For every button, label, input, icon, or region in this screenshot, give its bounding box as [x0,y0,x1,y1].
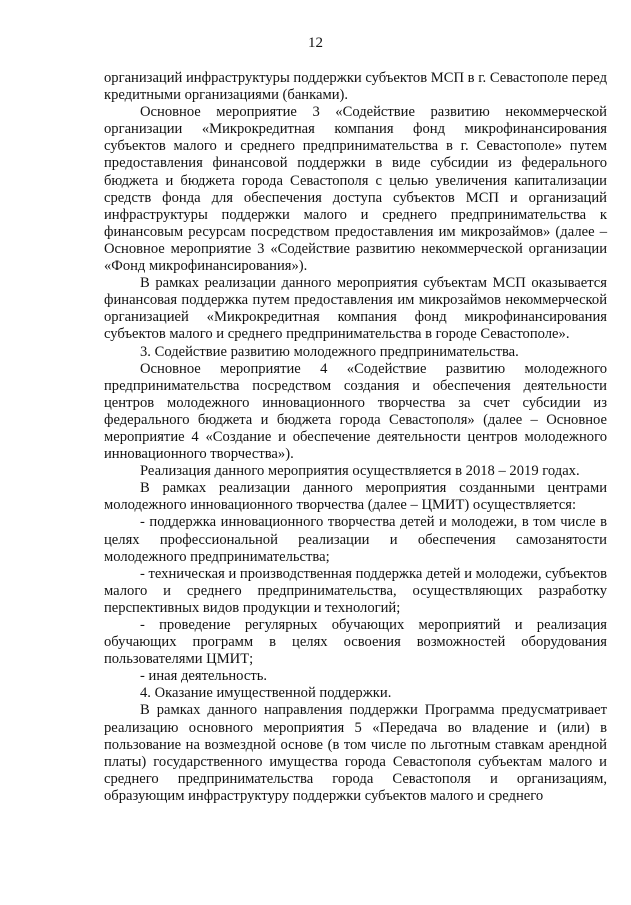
paragraph: организаций инфраструктуры поддержки субъектов МСП в г. Севастополе перед кредитными организациями (банками). [104,70,607,104]
paragraph: Основное мероприятие 4 «Содействие развитию молодежного предпринимательства посредством создания и обеспечения деятельности центров молодежного инновационного творчества за счет субсидии из федерального бюджета и бюджета города Севастополя» (далее – Основное мероприятие 4 «Создание и обеспечение деятельности центров молодежного инновационного творчества»). [104,360,607,463]
paragraph: В рамках реализации данного мероприятия субъектам МСП оказывается финансовая поддержка путем предоставления им микрозаймов некоммерческой организацией «Микрокредитная компания фонд микрофинансирования субъектов малого и среднего предпринимательства в городе Севастополе». [104,275,607,343]
paragraph: Реализация данного мероприятия осуществляется в 2018 – 2019 годах. [140,463,580,480]
document-body [104,70,607,805]
section-heading: 3. Содействие развитию молодежного предпринимательства. [140,343,519,360]
page-number: 12 [308,35,323,51]
section-heading: 4. Оказание имущественной поддержки. [140,685,392,702]
list-item: - техническая и производственная поддержка детей и молодежи, субъектов малого и среднего предпринимательства, осуществляющих разработку перспективных видов продукции и технологий; [104,565,607,616]
list-item: - поддержка инновационного творчества детей и молодежи, в том числе в целях профессиональной реализации и обеспечения самозанятости молодежного предпринимательства; [104,514,607,565]
paragraph: В рамках данного направления поддержки Программа предусматривает реализацию основного мероприятия 5 «Передача во владение и (или) в пользование на возмездной основе (в том числе по льготным ставкам арендной платы) государственного имущества города Севастополя субъектам малого и среднего предпринимательства города Севастополя и организациям, образующим инфраструктуру поддержки субъектов малого и среднего [104,702,607,804]
list-item: - иная деятельность. [140,668,268,685]
paragraph: В рамках реализации данного мероприятия созданными центрами молодежного инновационного творчества (далее – ЦМИТ) осуществляется: [104,480,607,514]
paragraph: Основное мероприятие 3 «Содействие развитию некоммерческой организации «Микрокредитная компания фонд микрофинансирования субъектов малого и среднего предпринимательства в г. Севастополе» путем предоставления финансовой поддержки в виде субсидии из федерального бюджета и бюджета города Севастополя с целью увеличения капитализации средств фонда для обеспечения доступа субъектов МСП и организаций инфраструктуры поддержки малого и среднего предпринимательства к финансовым ресурсам посредством предоставления им микрозаймов» (далее – Основное мероприятие 3 «Содействие развитию некоммерческой организации «Фонд микрофинансирования»). [104,104,607,275]
list-item: - проведение регулярных обучающих мероприятий и реализация обучающих программ в целях освоения возможностей оборудования пользователями ЦМИТ; [104,617,607,668]
